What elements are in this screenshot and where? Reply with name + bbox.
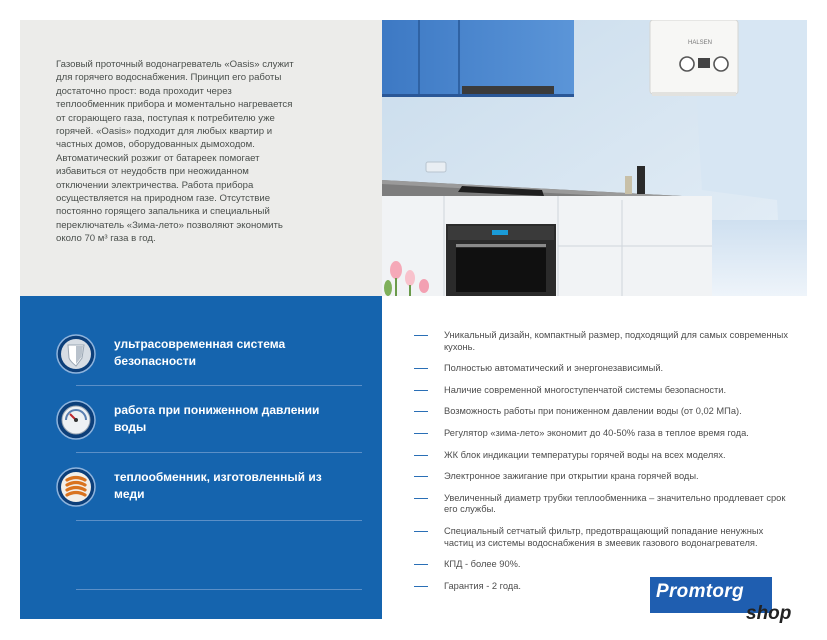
dash-bullet xyxy=(414,433,428,434)
copper-coil-icon xyxy=(56,467,96,507)
feature-safety xyxy=(56,334,362,396)
list-item: Наличие современной многоступенчатой системы безопасности. xyxy=(414,385,794,397)
feature-divider xyxy=(76,589,362,590)
dash-bullet xyxy=(414,335,428,336)
intro-panel xyxy=(20,20,382,296)
feature-divider xyxy=(76,452,362,453)
list-item: КПД - более 90%. xyxy=(414,559,794,571)
list-item: Гарантия - 2 года. xyxy=(414,581,794,593)
shield-icon xyxy=(56,334,96,374)
list-item: Регулятор «зима-лето» экономит до 40-50% газа в теплое время года. xyxy=(414,428,794,440)
list-item: Уникальный дизайн, компактный размер, подходящий для самых современных кухонь. xyxy=(414,330,794,353)
logo-text-shop: shop xyxy=(746,603,792,624)
feature-divider xyxy=(76,385,362,386)
advantages-list xyxy=(414,330,794,592)
list-item: Полностью автоматический и энергонезависимый. xyxy=(414,363,794,375)
dash-bullet xyxy=(414,390,428,391)
water-heater-image xyxy=(650,20,738,96)
dash-bullet xyxy=(414,476,428,477)
dash-bullet xyxy=(414,411,428,412)
list-item: Увеличенный диаметр трубки теплообменника – значительно продлевает срок его службы. xyxy=(414,493,794,516)
list-item: Возможность работы при пониженном давлении воды (от 0,02 МПа). xyxy=(414,406,794,418)
dash-bullet xyxy=(414,455,428,456)
dash-bullet xyxy=(414,564,428,565)
pressure-gauge-icon xyxy=(56,400,96,440)
list-item: Специальный сетчатый фильтр, предотвращающий попадание ненужных частиц из системы водоснабжения в змеевик газового водонагревателя. xyxy=(414,526,794,549)
dash-bullet xyxy=(414,586,428,587)
list-item: Электронное зажигание при открытии крана горячей воды. xyxy=(414,471,794,483)
dash-bullet xyxy=(414,498,428,499)
dash-bullet xyxy=(414,368,428,369)
feature-label: ультрасовременная система безопасности xyxy=(114,337,286,368)
intro-text: Газовый проточный водонагреватель «Oasis» служит для горячего водоснабжения. Принцип его работы достаточно прост: вода проходит через теплообменник прибора и моментально нагревается от сгорающего газа, поступая к потребителю уже горячей. «Oasis» подходит для любых квартир и частных домов, оборудованных дымоходом. Автоматический розжиг от батареек помогает избавиться от неудобств при неожиданном отключении электричества. Работа прибора осуществляется на природном газе. Отсутствие постоянно горящего запальника и специальный переключатель «Зима-лето» позволяют экономить около 70 м³ газа в год. xyxy=(56,59,294,245)
promtorg-shop-logo xyxy=(650,577,810,627)
features-panel xyxy=(20,296,382,619)
dash-bullet xyxy=(414,531,428,532)
list-item: ЖК блок индикации температуры горячей воды на всех моделях. xyxy=(414,450,794,462)
heater-brand: HALSEN xyxy=(688,40,713,46)
feature-label: работа при пониженном давлении воды xyxy=(114,403,320,434)
feature-divider xyxy=(76,520,362,521)
kitchen-photo xyxy=(382,20,807,296)
feature-label: теплообменник, изготовленный из меди xyxy=(114,470,322,501)
logo-text-promtorg: Promtorg xyxy=(656,581,744,602)
